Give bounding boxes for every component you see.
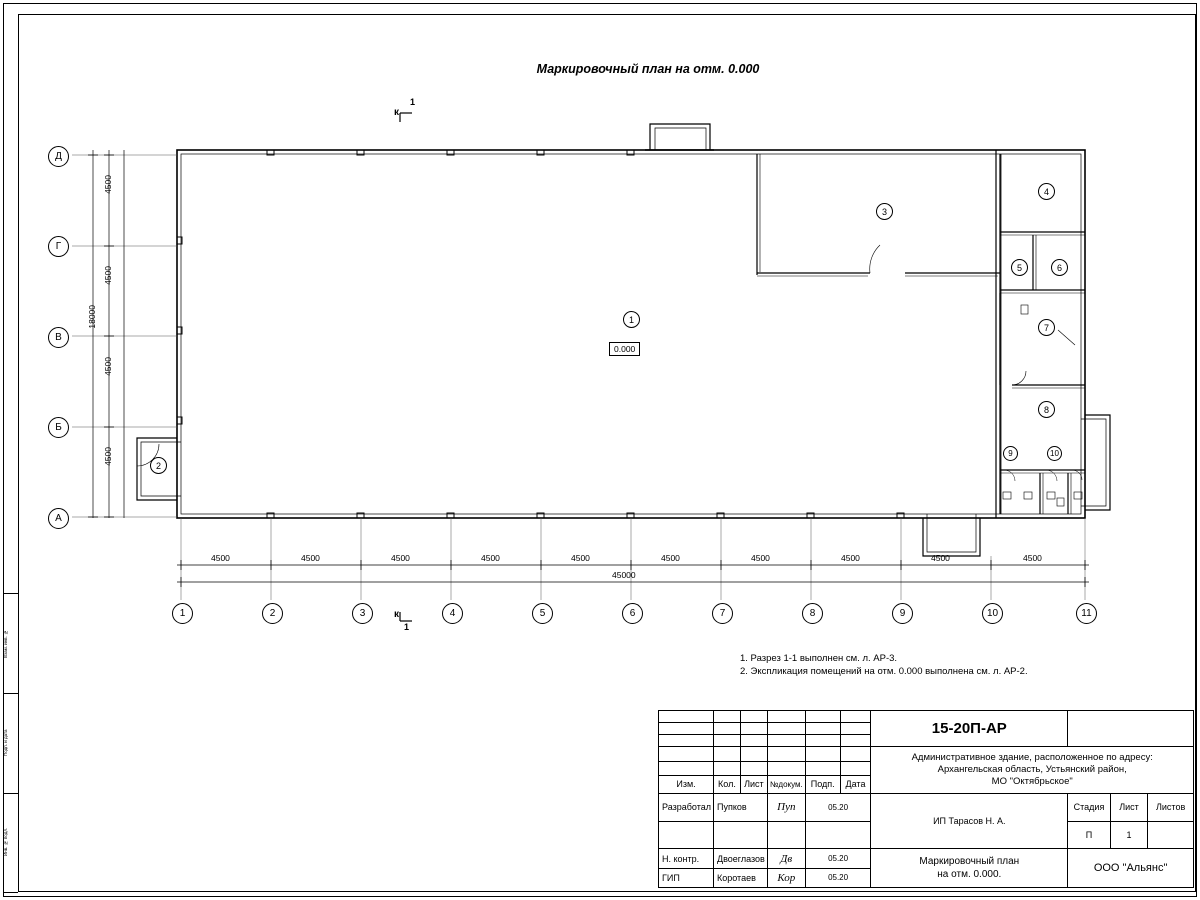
rev-cell <box>714 747 741 761</box>
room-bubble-10: 10 <box>1047 446 1062 461</box>
object-line-1: Административное здание, расположенное по адресу: <box>911 752 1153 764</box>
rev-cell <box>840 761 871 775</box>
stage-header: Стадия <box>1068 794 1111 822</box>
organization-name: ООО "Альянс" <box>1068 849 1194 888</box>
dim-horizontal-2: 4500 <box>391 553 410 563</box>
section-mark-arrow-top: к <box>394 107 400 118</box>
role-name-1: Двоеглазов <box>714 849 768 868</box>
customer-name: ИП Тарасов Н. А. <box>871 794 1068 849</box>
dim-horizontal-0: 4500 <box>211 553 230 563</box>
title-block-table <box>658 710 1194 888</box>
role-signature-spacer <box>767 821 805 849</box>
axis-bubble-4: 4 <box>442 603 463 624</box>
rev-cell <box>714 761 741 775</box>
dim-vertical-1: 4500 <box>103 266 113 285</box>
axis-bubble-10: 10 <box>982 603 1003 624</box>
axis-bubble-G: Г <box>48 236 69 257</box>
axis-bubble-5: 5 <box>532 603 553 624</box>
rev-cell <box>659 761 714 775</box>
plan-title: Маркировочный план на отм. 0.000 <box>536 62 760 76</box>
dim-vertical-0: 4500 <box>103 175 113 194</box>
role-row-developer <box>659 794 1194 822</box>
section-mark-label-bottom: 1 <box>404 622 410 632</box>
rev-cell <box>740 711 767 723</box>
axis-bubble-8: 8 <box>802 603 823 624</box>
revision-row-empty-1 <box>659 711 1194 723</box>
role-name-0: Пупков <box>714 794 768 822</box>
role-name-2: Коротаев <box>714 868 768 887</box>
rev-cell <box>805 711 840 723</box>
room-bubble-9: 9 <box>1003 446 1018 461</box>
note-line-1: 1. Разрез 1-1 выполнен см. л. АР-3. <box>740 653 898 664</box>
rev-cell <box>767 711 805 723</box>
rev-cell <box>767 723 805 735</box>
axis-bubble-6: 6 <box>622 603 643 624</box>
axis-bubble-11: 11 <box>1076 603 1097 624</box>
lists-header: Листов <box>1148 794 1194 822</box>
room-bubble-1: 1 <box>623 311 640 328</box>
room-bubble-3: 3 <box>876 203 893 220</box>
list-value: 1 <box>1110 821 1147 849</box>
rev-cell <box>659 735 714 747</box>
axis-bubble-7: 7 <box>712 603 733 624</box>
dim-vertical-3: 4500 <box>103 447 113 466</box>
rev-cell <box>805 761 840 775</box>
dim-horizontal-1: 4500 <box>301 553 320 563</box>
room-bubble-4: 4 <box>1038 183 1055 200</box>
sheet-title-line-2: на отм. 0.000. <box>937 869 1002 881</box>
col-header-list: Лист <box>740 775 767 793</box>
section-mark-label-top: 1 <box>410 97 416 107</box>
col-header-kol: Кол. <box>714 775 741 793</box>
role-row-normcontrol <box>659 849 1194 868</box>
room-bubble-5: 5 <box>1011 259 1028 276</box>
axis-bubble-9: 9 <box>892 603 913 624</box>
rev-cell <box>740 723 767 735</box>
rev-cell <box>805 735 840 747</box>
rev-cell <box>767 761 805 775</box>
rev-cell <box>767 747 805 761</box>
code-spacer <box>1068 711 1194 747</box>
dim-horizontal-7: 4500 <box>841 553 860 563</box>
section-mark-arrow-bottom: к <box>394 609 400 620</box>
rev-cell <box>840 711 871 723</box>
axis-bubble-3: 3 <box>352 603 373 624</box>
object-description <box>871 747 1194 794</box>
object-line-2: Архангельская область, Устьянский район, <box>937 764 1127 776</box>
rev-cell <box>840 747 871 761</box>
role-date-spacer <box>805 821 871 849</box>
object-line-3: МО "Октябрьское" <box>991 776 1073 788</box>
revision-row-empty-4 <box>659 747 1194 761</box>
dim-vertical-2: 4500 <box>103 357 113 376</box>
dim-horizontal-4: 4500 <box>571 553 590 563</box>
axis-bubble-1: 1 <box>172 603 193 624</box>
role-name-spacer <box>714 821 768 849</box>
stage-value: П <box>1068 821 1111 849</box>
rev-cell <box>740 735 767 747</box>
left-margin-label-0: Взам. инв. № <box>3 629 8 659</box>
dim-horizontal-8: 4500 <box>931 553 950 563</box>
role-signature-2: Кор <box>767 868 805 887</box>
level-mark: 0.000 <box>609 342 640 356</box>
sheet-title-line-1: Маркировочный план <box>919 856 1020 868</box>
note-line-2: 2. Экспликация помещений на отм. 0.000 выполнена см. л. АР-2. <box>740 666 1028 677</box>
role-date-2: 05.20 <box>805 868 871 887</box>
axis-bubble-B: Б <box>48 417 69 438</box>
role-label-1: Н. контр. <box>659 849 714 868</box>
title-block <box>658 710 1194 888</box>
role-label-0: Разработал <box>659 794 714 822</box>
role-signature-1: Дв <box>767 849 805 868</box>
rev-cell <box>714 723 741 735</box>
rev-cell <box>767 735 805 747</box>
rev-cell <box>840 735 871 747</box>
axis-bubble-V: В <box>48 327 69 348</box>
drawing-notes <box>740 652 1028 678</box>
rev-cell <box>714 711 741 723</box>
rev-cell <box>805 747 840 761</box>
rev-cell <box>659 723 714 735</box>
lists-value <box>1148 821 1194 849</box>
room-bubble-2: 2 <box>150 457 167 474</box>
rev-cell <box>659 747 714 761</box>
axis-bubble-A: А <box>48 508 69 529</box>
left-margin-label-1: Подп. и дата <box>3 729 8 757</box>
role-date-1: 05.20 <box>805 849 871 868</box>
col-header-podp: Подп. <box>805 775 840 793</box>
rev-cell <box>840 723 871 735</box>
project-code: 15-20П-АР <box>871 711 1068 747</box>
dim-horizontal-6: 4500 <box>751 553 770 563</box>
list-header: Лист <box>1110 794 1147 822</box>
dim-horizontal-5: 4500 <box>661 553 680 563</box>
col-header-data: Дата <box>840 775 871 793</box>
axis-bubble-2: 2 <box>262 603 283 624</box>
sheet-title <box>871 849 1068 888</box>
dim-horizontal-9: 4500 <box>1023 553 1042 563</box>
dim-vertical-total: 18000 <box>87 305 97 329</box>
rev-cell <box>714 735 741 747</box>
left-margin-label-2: Инв. № подл. <box>3 827 8 857</box>
room-bubble-6: 6 <box>1051 259 1068 276</box>
col-header-ndoc: №докум. <box>767 775 805 793</box>
rev-cell <box>805 723 840 735</box>
role-label-2: ГИП <box>659 868 714 887</box>
rev-cell <box>740 747 767 761</box>
col-header-izm: Изм. <box>659 775 714 793</box>
rev-cell <box>740 761 767 775</box>
rev-cell <box>659 711 714 723</box>
room-bubble-7: 7 <box>1038 319 1055 336</box>
role-date-0: 05.20 <box>805 794 871 822</box>
dim-horizontal-3: 4500 <box>481 553 500 563</box>
axis-bubble-D: Д <box>48 146 69 167</box>
role-signature-0: Пуп <box>767 794 805 822</box>
dim-horizontal-total: 45000 <box>612 570 636 580</box>
role-label-spacer <box>659 821 714 849</box>
room-bubble-8: 8 <box>1038 401 1055 418</box>
